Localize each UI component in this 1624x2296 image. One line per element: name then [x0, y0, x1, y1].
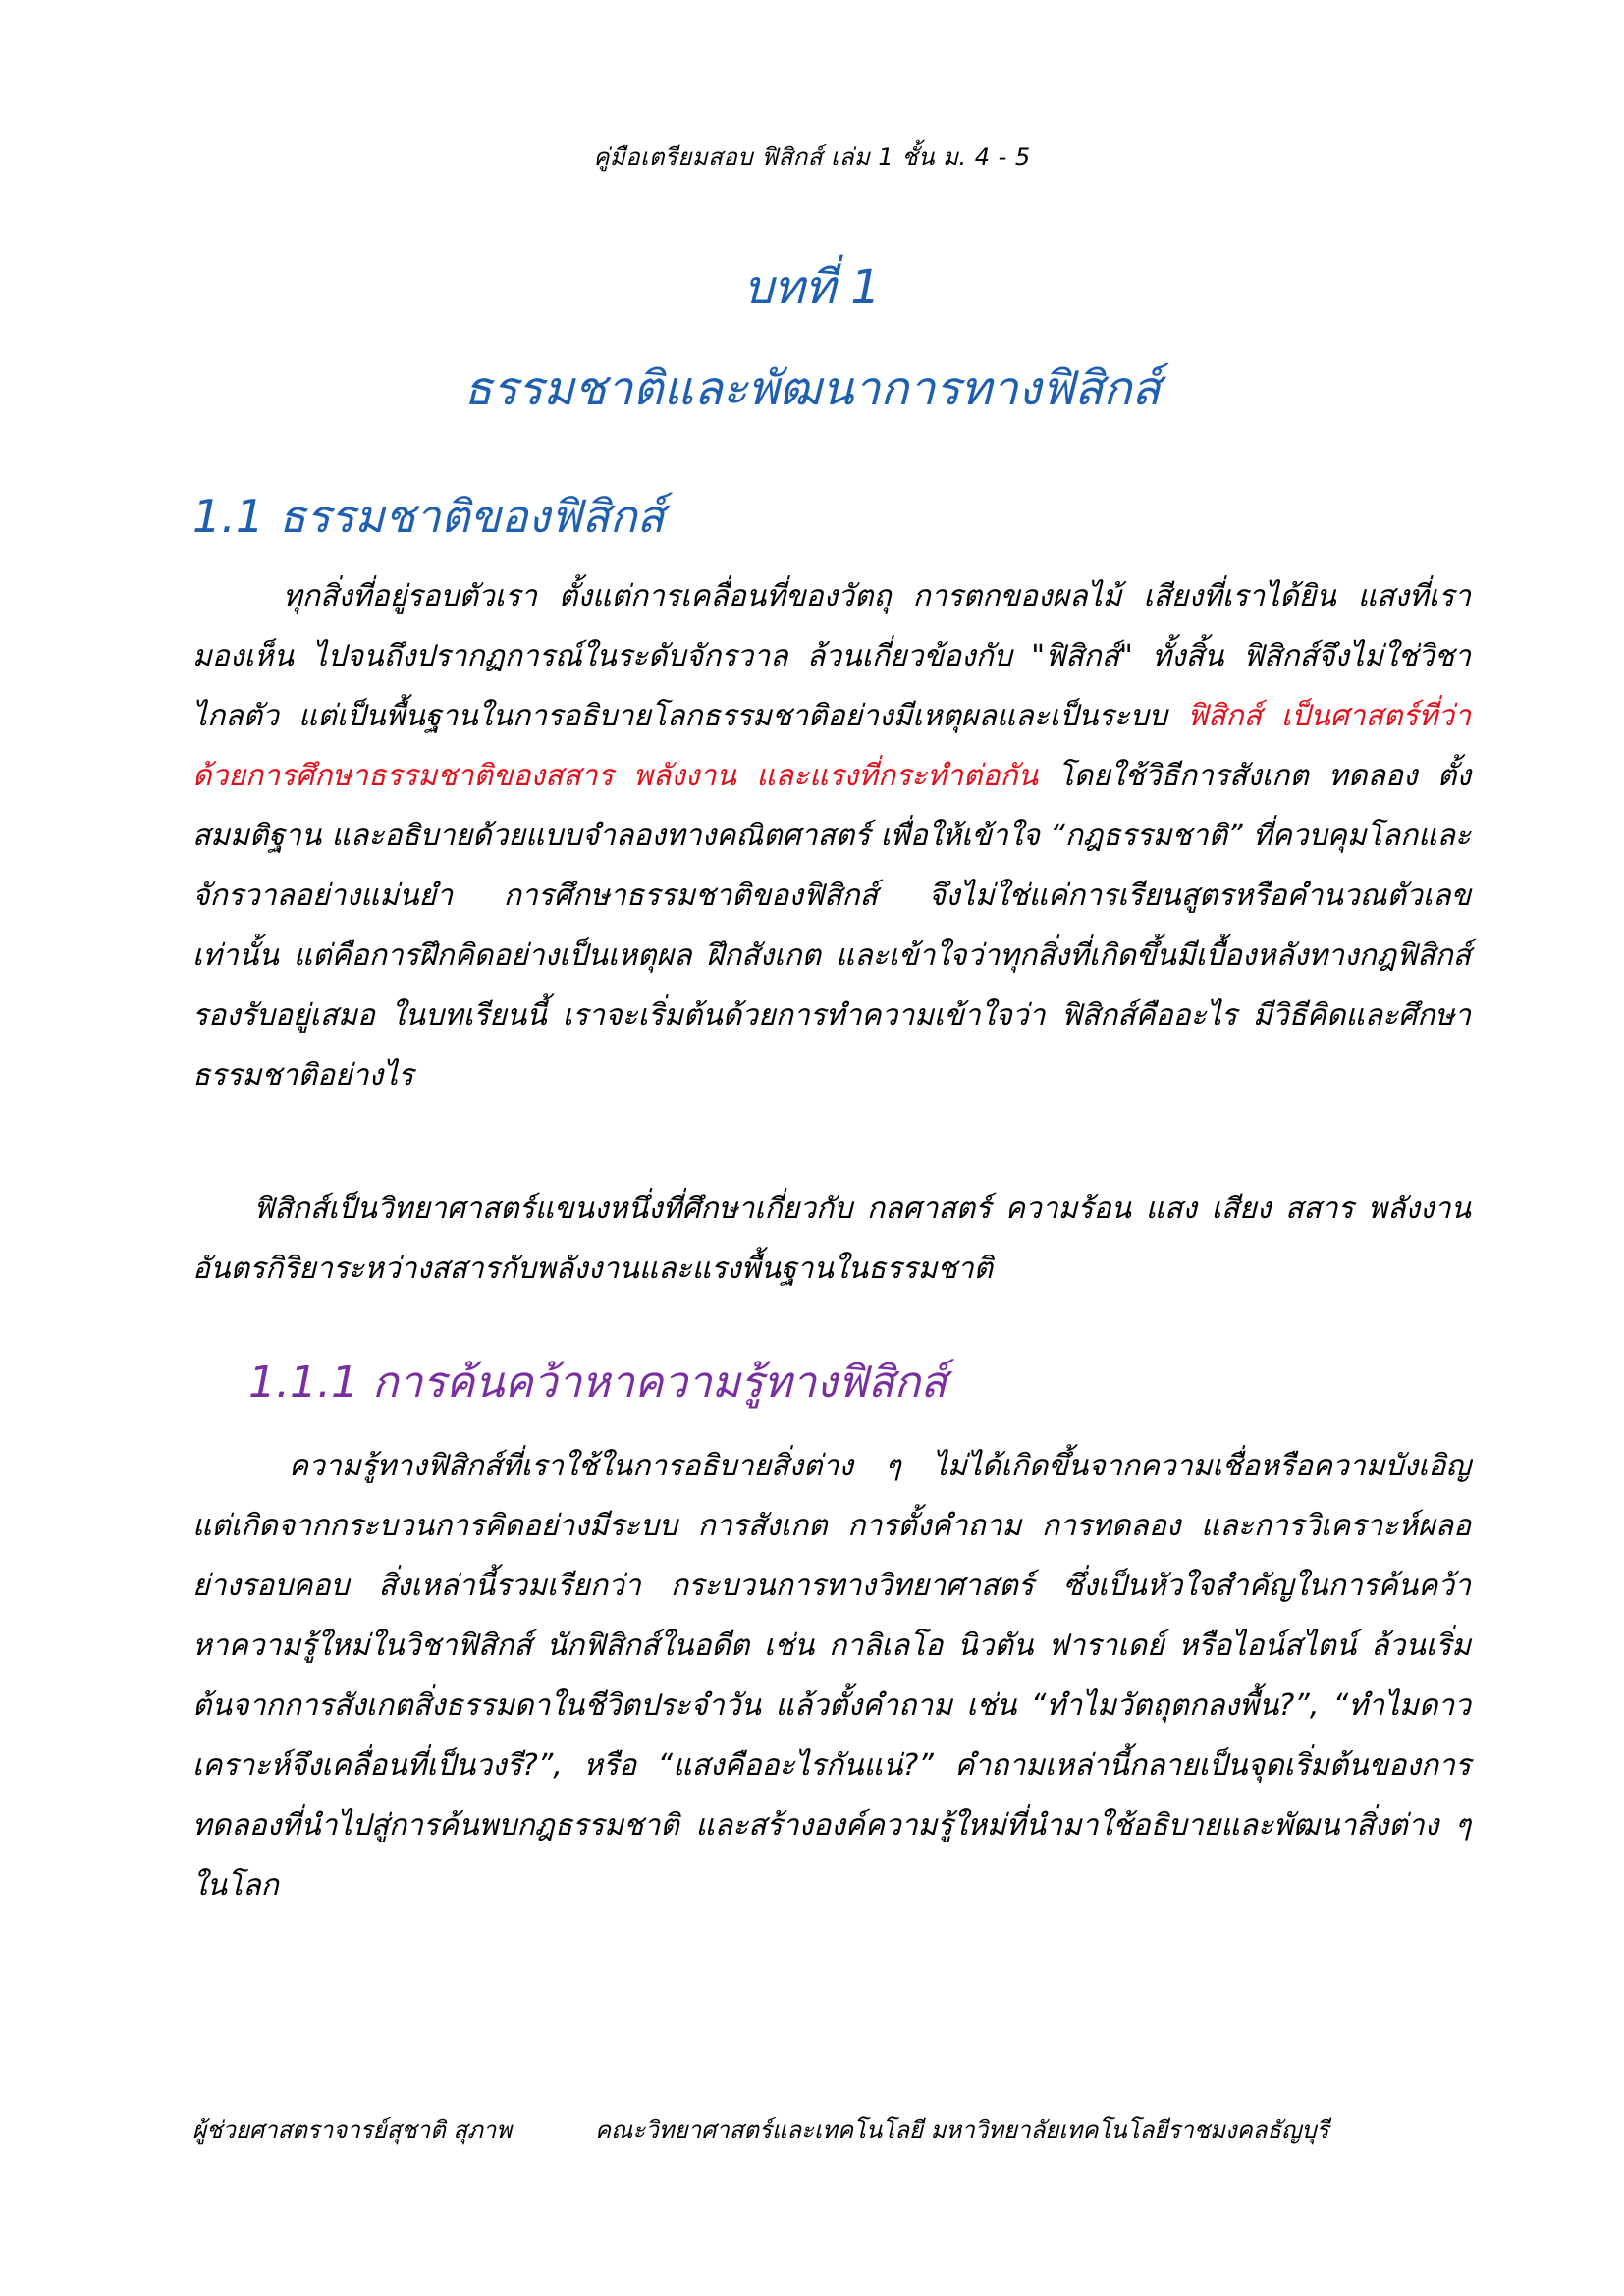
physics-definition: ฟิสิกส์ เป็นศาสตร์ที่ว่าด้วยการศึกษาธรรมชาติของสสาร พลังงาน และแรงที่กระทำต่อกัน — [192, 699, 1471, 793]
footer-affiliation: คณะวิทยาศาสตร์และเทคโนโลยี มหาวิทยาลัยเทคโนโลยีราชมงคลธัญบุรี — [595, 2116, 1329, 2144]
chapter-number: บทที่ 1 — [743, 260, 881, 315]
page-footer — [192, 2110, 1471, 2149]
section-paragraph-2: ฟิสิกส์เป็นวิทยาศาสตร์แขนงหนึ่งที่ศึกษาเกี่ยวกับ กลศาสตร์ ความร้อน แสง เสียง สสาร พลังงาน อันตรกิริยาระหว่างสสารกับพลังงานและแรงพื้นฐานในธรรมชาติ — [192, 1192, 1471, 1286]
section-paragraph-1 — [192, 566, 1471, 1105]
subsection-paragraph: ความรู้ทางฟิสิกส์ที่เราใช้ในการอธิบายสิ่งต่าง ๆ ไม่ได้เกิดขึ้นจากความเชื่อหรือความบังเอิญ แต่เกิดจากกระบวนการคิดอย่างมีระบบ การสังเกต การตั้งคำถาม การทดลอง และการวิเคราะห์ผลอย่างรอบคอบ สิ่งเหล่านี้รวมเรียกว่า กระบวนการทางวิทยาศาสตร์ ซึ่งเป็นหัวใจสำคัญในการค้นคว้าหาความรู้ใหม่ในวิชาฟิสิกส์ นักฟิสิกส์ในอดีต เช่น กาลิเลโอ นิวตัน ฟาราเดย์ หรือไอน์สไตน์ ล้วนเริ่มต้นจากการสังเกตสิ่งธรรมดาในชีวิตประจำวัน แล้วตั้งคำถาม เช่น “ทำไมวัตถุตกลงพื้น?”, “ทำไมดาวเคราะห์จึงเคลื่อนที่เป็นวงรี?”, หรือ “แสงคืออะไรกันแน่?” คำถามเหล่านี้กลายเป็นจุดเริ่มต้นของการทดลองที่นำไปสู่การค้นพบกฎธรรมชาติ และสร้างองค์ความรู้ใหม่ที่นำมาใช้อธิบายและพัฒนาสิ่งต่าง ๆ ในโลก — [192, 1449, 1471, 1902]
chapter-title: ธรรมชาติและพัฒนาการทางฟิสิกส์ — [463, 361, 1161, 416]
paragraph-text: ทุกสิ่งที่อยู่รอบตัวเรา ตั้งแต่การเคลื่อนที่ของวัตถุ การตกของผลไม้ เสียงที่เราได้ยิน แสงที่เรามองเห็น ไปจนถึงปรากฏการณ์ในระดับจักรวาล ล้วนเกี่ยวข้องกับ "ฟิสิกส์" ทั้งสิ้น ฟิสิกส์จึงไม่ใช่วิชาไกลตัว แต่เป็นพื้นฐานในการอธิบายโลกธรรมชาติอย่างมีเหตุผลและเป็นระบบ — [192, 579, 1471, 733]
paragraph-text: โดยใช้วิธีการสังเกต ทดลอง ตั้งสมมติฐาน และอธิบายด้วยแบบจำลองทางคณิตศาสตร์ เพื่อให้เข้าใจ “กฎธรรมชาติ” ที่ควบคุมโลกและจักรวาลอย่างแม่นยำ การศึกษาธรรมชาติของฟิสิกส์ จึงไม่ใช่แค่การเรียนสูตรหรือคำนวณตัวเลขเท่านั้น แต่คือการฝึกคิดอย่างเป็นเหตุผล ฝึกสังเกต และเข้าใจว่าทุกสิ่งที่เกิดขึ้นมีเบื้องหลังทางกฎฟิสิกส์รองรับอยู่เสมอ ในบทเรียนนี้ เราจะเริ่มต้นด้วยการทำความเข้าใจว่า ฟิสิกส์คืออะไร มีวิธีคิดและศึกษาธรรมชาติอย่างไร — [192, 759, 1472, 1093]
footer-author: ผู้ช่วยศาสตราจารย์สุชาติ สุภาพ — [192, 2116, 513, 2144]
running-header: คู่มือเตรียมสอบ ฟิสิกส์ เล่ม 1 ชั้น ม. 4 - 5 — [593, 143, 1031, 171]
subsection-heading: 1.1.1 การค้นคว้าหาความรู้ทางฟิสิกส์ — [248, 1358, 947, 1408]
section-heading: 1.1 ธรรมชาติของฟิสิกส์ — [192, 490, 665, 543]
